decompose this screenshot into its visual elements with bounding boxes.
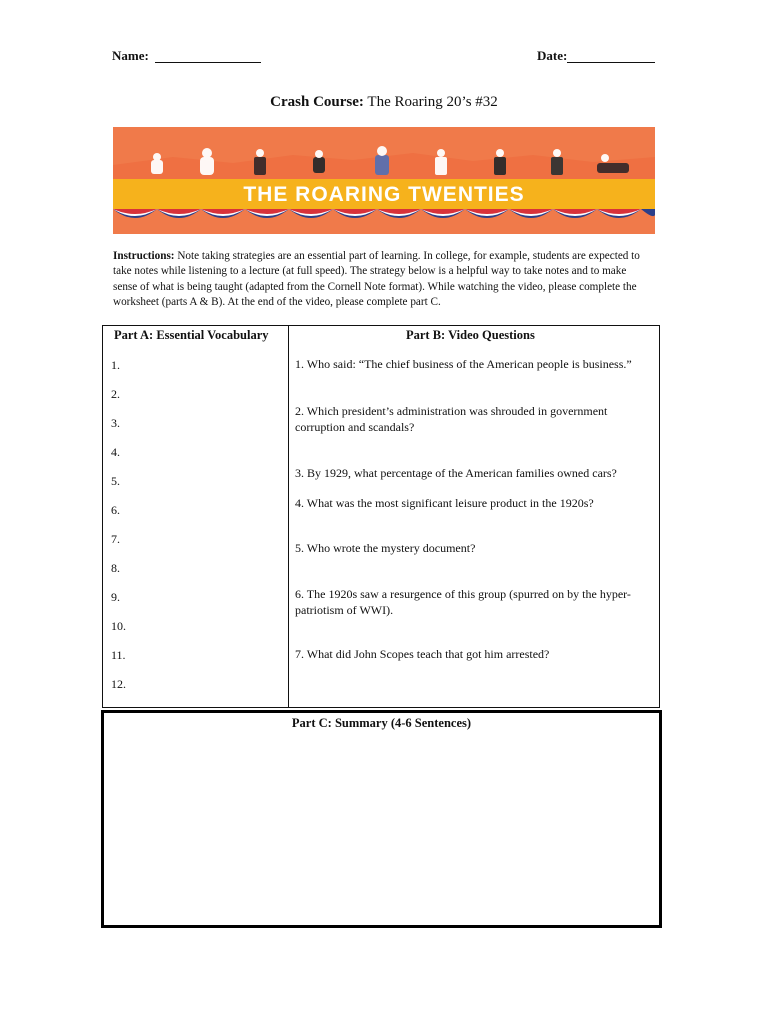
date-field[interactable] <box>567 62 655 63</box>
vocab-item-2[interactable]: 2. <box>111 387 120 401</box>
question-3[interactable]: 3. By 1929, what percentage of the American families owned cars? <box>295 466 617 480</box>
name-field[interactable] <box>155 62 261 63</box>
instructions <box>113 249 645 311</box>
figure-5 <box>375 146 389 175</box>
vocab-item-6[interactable]: 6. <box>111 503 120 517</box>
part-a-heading: Part A: Essential Vocabulary <box>114 328 269 342</box>
title-bold: Crash Course: <box>270 94 364 110</box>
banner-bottom <box>113 219 655 234</box>
part-b-heading: Part B: Video Questions <box>406 328 535 342</box>
part-c-heading: Part C: Summary (4-6 Sentences) <box>291 716 472 730</box>
banner-bunting <box>113 209 655 219</box>
vocab-item-11[interactable]: 11. <box>111 648 126 662</box>
vocab-item-5[interactable]: 5. <box>111 474 120 488</box>
vocab-item-4[interactable]: 4. <box>111 445 120 459</box>
vocab-item-10[interactable]: 10. <box>111 619 126 633</box>
summary-box[interactable] <box>101 710 662 928</box>
name-label: Name: <box>112 48 149 63</box>
banner-text: THE ROARING TWENTIES <box>243 183 525 206</box>
question-2[interactable]: 2. Which president’s administration was shrouded in government corruption and scandals? <box>295 404 608 434</box>
question-7[interactable]: 7. What did John Scopes teach that got him arrested? <box>295 647 550 661</box>
figure-2 <box>200 148 214 175</box>
page-title <box>0 94 768 111</box>
question-5[interactable]: 5. Who wrote the mystery document? <box>295 541 476 555</box>
vocab-item-12[interactable]: 12. <box>111 677 126 691</box>
column-divider <box>288 326 289 707</box>
question-6[interactable]: 6. The 1920s saw a resurgence of this group (spurred on by the hyper-patriotism of WWI). <box>295 587 631 617</box>
question-4[interactable]: 4. What was the most significant leisure product in the 1920s? <box>295 496 594 510</box>
instructions-text: Note taking strategies are an essential part of learning. In college, for example, students are expected to take notes while listening to a lecture (at full speed). The strategy below is a helpful way to take notes and to make sense of what is being taught (adapted from the Cornell Note format). While watching the video, please complete the worksheet (parts A & B). At the end of the video, please complete part C. <box>113 250 640 309</box>
question-1[interactable]: 1. Who said: “The chief business of the American people is business.” <box>295 357 632 371</box>
vocab-item-8[interactable]: 8. <box>111 561 120 575</box>
vocab-item-3[interactable]: 3. <box>111 416 120 430</box>
vocab-item-9[interactable]: 9. <box>111 590 120 604</box>
vocab-item-1[interactable]: 1. <box>111 358 120 372</box>
notes-table <box>102 325 660 708</box>
vocab-item-7[interactable]: 7. <box>111 532 120 546</box>
title-rest: The Roaring 20’s #32 <box>367 94 498 110</box>
roaring-twenties-banner <box>113 127 655 234</box>
instructions-label: Instructions: <box>113 250 175 262</box>
date-label: Date: <box>537 48 568 63</box>
